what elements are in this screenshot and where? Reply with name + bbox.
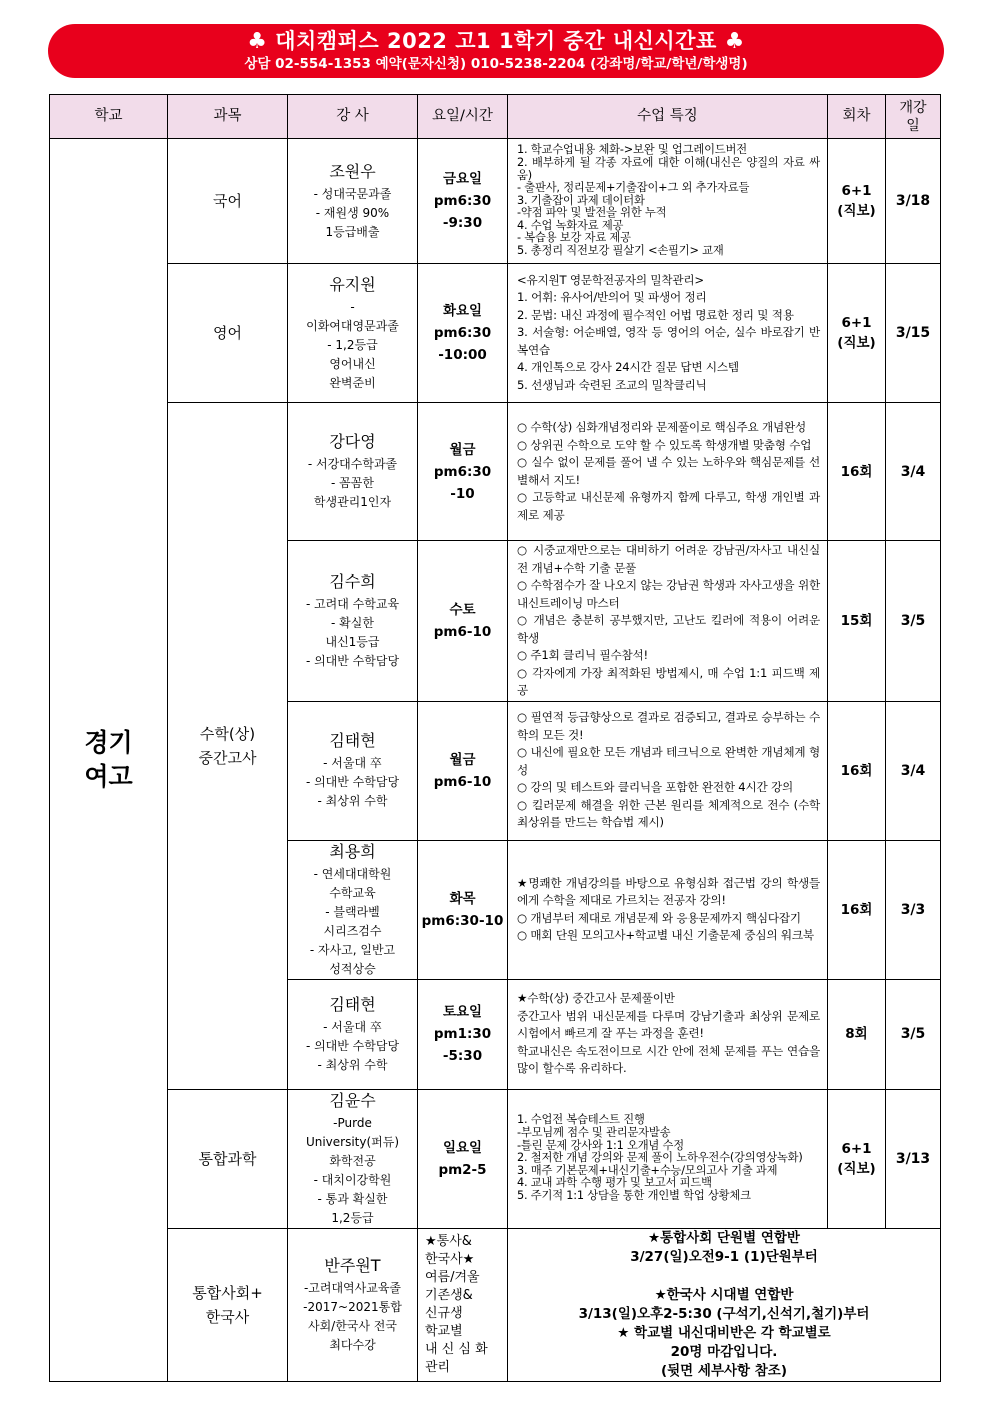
subject-name: 국어 <box>213 192 242 210</box>
count-line: 16회 <box>840 901 873 918</box>
features-cell <box>508 1089 828 1228</box>
header-row <box>50 95 941 139</box>
feature-line: ○ 고등학교 내신문제 유형까지 함께 다루고, 학생 개인별 과제로 제공 <box>517 490 820 522</box>
count-cell <box>828 264 886 403</box>
feature-line: 4. 개인톡으로 강사 24시간 질문 답변 시스템 <box>517 360 739 375</box>
notice-line: ★ 학교별 내신대비반은 각 학교별로 <box>617 1324 831 1341</box>
teacher-cell <box>288 701 418 840</box>
time-line: ★통사& <box>425 1233 472 1249</box>
time-line: pm6-10 <box>433 623 492 640</box>
teacher-info-line: - <box>350 299 355 314</box>
time-line: pm6:30 <box>433 463 492 480</box>
subject-name: 영어 <box>213 324 242 342</box>
count-line: 16회 <box>840 463 873 480</box>
time-line: 화요일 <box>442 303 483 319</box>
time-line: 여름/겨울 <box>425 1269 480 1285</box>
feature-line: - 출판사, 정리문제+기출잡이+그 외 추가자료들 <box>517 181 750 195</box>
time-line: 내 신 심 화 <box>425 1341 488 1357</box>
subject-name: 한국사 <box>205 1307 250 1326</box>
teacher-info-line: - 고려대 수학교육 <box>305 596 400 611</box>
table-row <box>50 1089 941 1228</box>
time-line: 토요일 <box>442 1004 483 1020</box>
count-cell <box>828 541 886 702</box>
teacher-name: 반주원T <box>324 1255 381 1275</box>
feature-line: 1. 수업전 복습테스트 진행 <box>517 1113 645 1127</box>
feature-line: ○ 수학(상) 심화개념정리와 문제풀이로 핵심주요 개념완성 <box>517 420 806 434</box>
feature-line: ★수학(상) 중간고사 문제풀이반 <box>517 991 675 1006</box>
teacher-info-line: 최다수강 <box>329 1337 376 1352</box>
open-date-cell: 3/13 <box>886 1089 941 1228</box>
feature-line: 4. 수업 녹화자료 제공 <box>517 218 624 232</box>
teacher-info-line: - 꼼꼼한 <box>331 476 374 490</box>
count-cell <box>828 979 886 1089</box>
count-line: (직보) <box>837 203 876 219</box>
teacher-name: 유지원 <box>329 274 376 294</box>
header-school: 학교 <box>50 95 168 139</box>
count-cell <box>828 701 886 840</box>
time-cell <box>418 541 508 702</box>
subject-name: 통합과학 <box>198 1149 257 1168</box>
teacher-info-line: -고려대역사교육졸 <box>303 1280 402 1295</box>
subject-name: 수학(상) <box>199 724 256 743</box>
notice-line: 3/13(일)오후2-5:30 (구석기,신석기,철기)부터 <box>578 1305 870 1322</box>
teacher-info-line: 내신1등급 <box>325 634 380 649</box>
table-row <box>50 403 941 541</box>
open-date-cell: 3/5 <box>886 541 941 702</box>
school-cell <box>50 139 168 1382</box>
time-line: pm6:30 <box>433 193 492 209</box>
time-cell <box>418 1089 508 1228</box>
time-cell <box>418 139 508 264</box>
feature-line: ○ 각자에게 가장 최적화된 방법제시, 매 수업 1:1 피드백 제공 <box>517 665 820 697</box>
feature-line: ○ 수학점수가 잘 나오지 않는 강남권 학생과 자사고생을 위한 내신트레이닝 마스터 <box>517 578 820 610</box>
count-line: 6+1 <box>841 1140 872 1157</box>
teacher-cell <box>288 403 418 541</box>
notice-line: 20명 마감입니다. <box>670 1343 778 1360</box>
teacher-info-line: - 재원생 90% <box>315 205 390 220</box>
time-line: 월금 <box>449 441 476 458</box>
subject-cell <box>168 264 288 403</box>
notice-line: ★통합사회 단원별 연합반 <box>648 1229 800 1246</box>
banner-title: 대치캠퍼스 2022 고1 1학기 중간 내신시간표 <box>275 29 717 53</box>
teacher-info-line: - 자사고, 일반고 <box>309 942 396 957</box>
time-line: 관리 <box>425 1359 451 1375</box>
time-cell <box>418 264 508 403</box>
teacher-info-line: - 연세대대학원 <box>313 866 392 881</box>
table-row <box>50 264 941 403</box>
teacher-info-line: 학생관리1인자 <box>313 495 392 509</box>
feature-line: 5. 선생님과 숙련된 조교의 밀착클리닉 <box>517 377 707 392</box>
teacher-name: 김태현 <box>329 731 376 750</box>
feature-line: -틀린 문제 강사와 1:1 오개념 수정 <box>517 1138 684 1152</box>
count-cell <box>828 403 886 541</box>
teacher-cell <box>288 264 418 403</box>
teacher-name: 김태현 <box>329 994 376 1014</box>
teacher-info <box>288 455 417 512</box>
teacher-info <box>288 865 417 979</box>
notice-line: (뒷면 세부사항 참조) <box>660 1362 788 1379</box>
time-cell <box>418 701 508 840</box>
features-cell <box>508 701 828 840</box>
open-date-cell: 3/4 <box>886 403 941 541</box>
subject-cell <box>168 139 288 264</box>
feature-line: ○ 실수 없이 문제를 풀어 낼 수 있는 노하우와 핵심문제를 선별해서 지도! <box>517 455 820 487</box>
time-line: 화목 <box>449 890 476 907</box>
time-line: 일요일 <box>442 1139 483 1156</box>
time-line: 신규생 <box>425 1305 463 1321</box>
teacher-info-line: 완벽준비 <box>329 375 376 390</box>
teacher-info-line: - 성대국문과졸 <box>313 186 392 201</box>
count-line: 6+1 <box>841 183 872 199</box>
teacher-info-line: - 서울대 卒 <box>323 756 382 770</box>
time-line: pm6:30 <box>433 325 492 341</box>
teacher-info-line: - 의대반 수학담당 <box>305 775 400 789</box>
teacher-info-line: -Purde <box>333 1115 372 1130</box>
teacher-info <box>288 595 417 671</box>
subject-cell <box>168 403 288 1090</box>
notice-line: ★한국사 시대별 연합반 <box>654 1286 794 1303</box>
time-line: -9:30 <box>442 215 483 231</box>
teacher-info-line: 수학교육 <box>329 885 376 900</box>
header-features: 수업 특징 <box>508 95 828 139</box>
time-cell <box>418 979 508 1089</box>
count-cell <box>828 840 886 979</box>
teacher-cell <box>288 541 418 702</box>
feature-line: 1. 어휘: 유사어/반의어 및 파생어 정리 <box>517 290 707 305</box>
feature-line: 5. 주기적 1:1 상담을 통한 개인별 학업 상황체크 <box>517 1188 751 1202</box>
subject-cell <box>168 1089 288 1228</box>
feature-line: 3. 서술형: 어순배열, 영작 등 영어의 어순, 실수 바로잡기 반복연습 <box>517 325 820 357</box>
teacher-name: 김수희 <box>329 571 376 591</box>
feature-line: ○ 시중교재만으로는 대비하기 어려운 강남권/자사고 내신실전 개념+수학 기출 문풀 <box>517 543 820 575</box>
open-date-cell: 3/4 <box>886 701 941 840</box>
time-line: 기존생& <box>425 1287 473 1303</box>
teacher-cell <box>288 1089 418 1228</box>
teacher-info <box>288 1114 417 1228</box>
open-date-cell: 3/3 <box>886 840 941 979</box>
time-line: -5:30 <box>442 1048 483 1064</box>
features-cell <box>508 264 828 403</box>
count-line: (직보) <box>837 335 876 351</box>
count-line: (직보) <box>837 1160 876 1177</box>
count-line: 8회 <box>845 1026 868 1042</box>
teacher-info-line: - 대치이강학원 <box>313 1172 392 1187</box>
teacher-cell <box>288 1228 418 1381</box>
subject-name: 통합사회+ <box>192 1283 263 1302</box>
teacher-cell <box>288 139 418 264</box>
club-icon: ♣ <box>724 29 745 54</box>
feature-line: ○ 주1회 클리닉 필수참석! <box>517 648 648 662</box>
school-name-line: 여고 <box>84 761 133 791</box>
schedule-table <box>49 94 941 1382</box>
feature-line: ○ 강의 및 테스트와 클리닉을 포함한 완전한 4시간 강의 <box>517 780 793 795</box>
teacher-info-line: - 확실한 <box>331 615 374 630</box>
feature-line: ○ 상위권 수학으로 도약 할 수 있도록 학생개별 맞춤형 수업 <box>517 437 812 452</box>
time-cell <box>418 1228 508 1381</box>
feature-line: - 복습용 보강 자료 제공 <box>517 231 631 245</box>
subject-cell <box>168 1228 288 1381</box>
teacher-info-line: 이화여대영문과졸 <box>306 318 399 333</box>
count-line: 6+1 <box>841 315 872 331</box>
time-line: 수토 <box>449 601 476 618</box>
teacher-info-line: - 1,2등급 <box>327 337 378 352</box>
teacher-info <box>288 1018 417 1075</box>
teacher-info-line: - 통과 확실한 <box>317 1191 388 1206</box>
time-cell <box>418 403 508 541</box>
teacher-info <box>288 298 417 393</box>
time-line: pm2-5 <box>438 1161 487 1178</box>
teacher-info <box>288 1279 417 1355</box>
subject-name: 중간고사 <box>198 748 257 767</box>
teacher-name: 조원우 <box>329 161 376 181</box>
time-line: 월금 <box>449 751 476 768</box>
teacher-info-line: 1등급배출 <box>325 224 380 239</box>
header-time: 요일/시간 <box>418 95 508 139</box>
teacher-info-line: 사회/한국사 전국 <box>307 1318 397 1333</box>
time-line: -10:00 <box>438 347 487 363</box>
time-line: pm6:30-10 <box>421 912 504 929</box>
time-line: pm1:30 <box>433 1026 492 1042</box>
feature-line: 3. 매주 기본문제+내신기출+수능/모의고사 기출 과제 <box>517 1163 778 1177</box>
feature-line: 1. 학교수업내용 체화->보완 및 업그레이드버전 <box>517 143 747 157</box>
header-count: 회차 <box>828 95 886 139</box>
teacher-name: 김윤수 <box>329 1090 376 1110</box>
notice-cell <box>508 1228 941 1381</box>
teacher-info-line: - 서강대수학과졸 <box>307 457 398 471</box>
feature-line: 3. 기출잡이 과제 데이터화 <box>517 193 645 207</box>
feature-line: ○ 개념은 충분히 공부했지만, 고난도 킬러에 적용이 어려운 학생 <box>517 613 820 645</box>
feature-line: ○ 매회 단원 모의고사+학교별 내신 기출문제 중심의 워크북 <box>517 928 814 942</box>
count-line: 15회 <box>840 612 873 629</box>
teacher-cell <box>288 979 418 1089</box>
feature-line: -부모님께 점수 및 관리문자발송 <box>517 1126 671 1140</box>
banner-title-line <box>48 28 944 55</box>
teacher-info-line: - 최상위 수학 <box>317 794 388 808</box>
feature-line: 2. 철저한 개념 강의와 문제 풀이 노하우전수(강의영상녹화) <box>517 1151 803 1165</box>
feature-line: ○ 개념부터 제대로 개념문제 와 응용문제까지 핵심다잡기 <box>517 910 801 925</box>
time-line: -10 <box>450 485 475 502</box>
teacher-info-line: University(퍼듀) <box>305 1134 400 1149</box>
table-row <box>50 139 941 264</box>
teacher-info-line: 성적상승 <box>329 961 376 976</box>
teacher-info-line: - 블랙라벨 <box>325 904 380 919</box>
teacher-info-line: 시리즈검수 <box>323 923 382 938</box>
notice-line <box>508 1267 940 1286</box>
features-cell <box>508 541 828 702</box>
time-line: 한국사★ <box>425 1251 475 1267</box>
features-cell <box>508 139 828 264</box>
table-row <box>50 1228 941 1381</box>
header-open-date: 개강일 <box>886 95 941 139</box>
teacher-info <box>288 185 417 242</box>
time-line: 금요일 <box>442 171 483 187</box>
count-cell <box>828 1089 886 1228</box>
feature-line: ○ 내신에 필요한 모든 개념과 테크닉으로 완벽한 개념체계 형성 <box>517 745 820 777</box>
teacher-cell <box>288 840 418 979</box>
teacher-info-line: - 최상위 수학 <box>317 1057 388 1072</box>
count-line: 16회 <box>840 762 873 779</box>
feature-line: ★명쾌한 개념강의를 바탕으로 유형심화 접근법 강의 학생들에게 수학을 제대로 가르치는 전공자 강의! <box>517 875 820 907</box>
title-banner <box>48 24 944 78</box>
teacher-info-line: 영어내신 <box>329 356 376 371</box>
feature-line: <유지원T 영문학전공자의 밀착관리> <box>517 272 704 287</box>
school-name-line: 경기 <box>84 727 133 757</box>
features-cell <box>508 979 828 1089</box>
feature-line: ○ 킬러문제 해결을 위한 근본 원리를 체계적으로 전수 (수학 최상위를 만드는 학습법 제시) <box>517 797 820 830</box>
feature-line: 4. 교내 과학 수행 평가 및 보고서 피드백 <box>517 1176 712 1190</box>
feature-line: 중간고사 범위 내신문제를 다루며 강남기출과 최상위 문제로 시험에서 빠르게 잘 푸는 과정을 훈련! <box>517 1008 820 1041</box>
header-teacher: 강 사 <box>288 95 418 139</box>
teacher-name: 강다영 <box>329 432 376 451</box>
time-line: pm6-10 <box>433 773 492 790</box>
open-date-cell: 3/18 <box>886 139 941 264</box>
notice-line: 3/27(일)오전9-1 (1)단원부터 <box>630 1248 818 1265</box>
teacher-info-line: 1,2등급 <box>331 1210 374 1225</box>
banner-contact: 상담 02-554-1353 예약(문자신청) 010-5238-2204 (강좌명/학교/학년/학생명) <box>244 56 748 72</box>
teacher-info-line: - 의대반 수학담당 <box>305 1038 400 1053</box>
header-subject: 과목 <box>168 95 288 139</box>
open-date-cell: 3/5 <box>886 979 941 1089</box>
teacher-info-line: -2017~2021통합 <box>303 1299 402 1314</box>
club-icon: ♣ <box>247 29 268 54</box>
open-date-cell: 3/15 <box>886 264 941 403</box>
features-cell <box>508 403 828 541</box>
time-cell <box>418 840 508 979</box>
teacher-info-line: 화학전공 <box>329 1153 376 1168</box>
feature-line: ○ 필연적 등급향상으로 결과로 검증되고, 결과로 승부하는 수학의 모든 것! <box>517 710 820 742</box>
teacher-info <box>288 754 417 811</box>
feature-line: 5. 총정리 직전보강 필살기 <손필기> 교재 <box>517 244 724 258</box>
feature-line: 2. 문법: 내신 과정에 필수적인 어법 명료한 정리 및 적용 <box>517 307 794 322</box>
teacher-name: 최용희 <box>329 841 376 861</box>
teacher-info-line: - 의대반 수학담당 <box>305 653 400 668</box>
features-cell <box>508 840 828 979</box>
feature-line: 학교내신은 속도전이므로 시간 안에 전체 문제를 푸는 연습을 많이 할수록 유리하다. <box>517 1043 820 1076</box>
teacher-info-line: - 서울대 卒 <box>323 1019 382 1034</box>
count-cell <box>828 139 886 264</box>
time-line: 학교별 <box>425 1323 463 1339</box>
feature-line: 2. 배부하게 될 각종 자료에 대한 이해(내신은 양질의 자료 싸움) <box>517 155 820 182</box>
feature-line: -약점 파악 및 발전을 위한 누적 <box>517 206 667 220</box>
